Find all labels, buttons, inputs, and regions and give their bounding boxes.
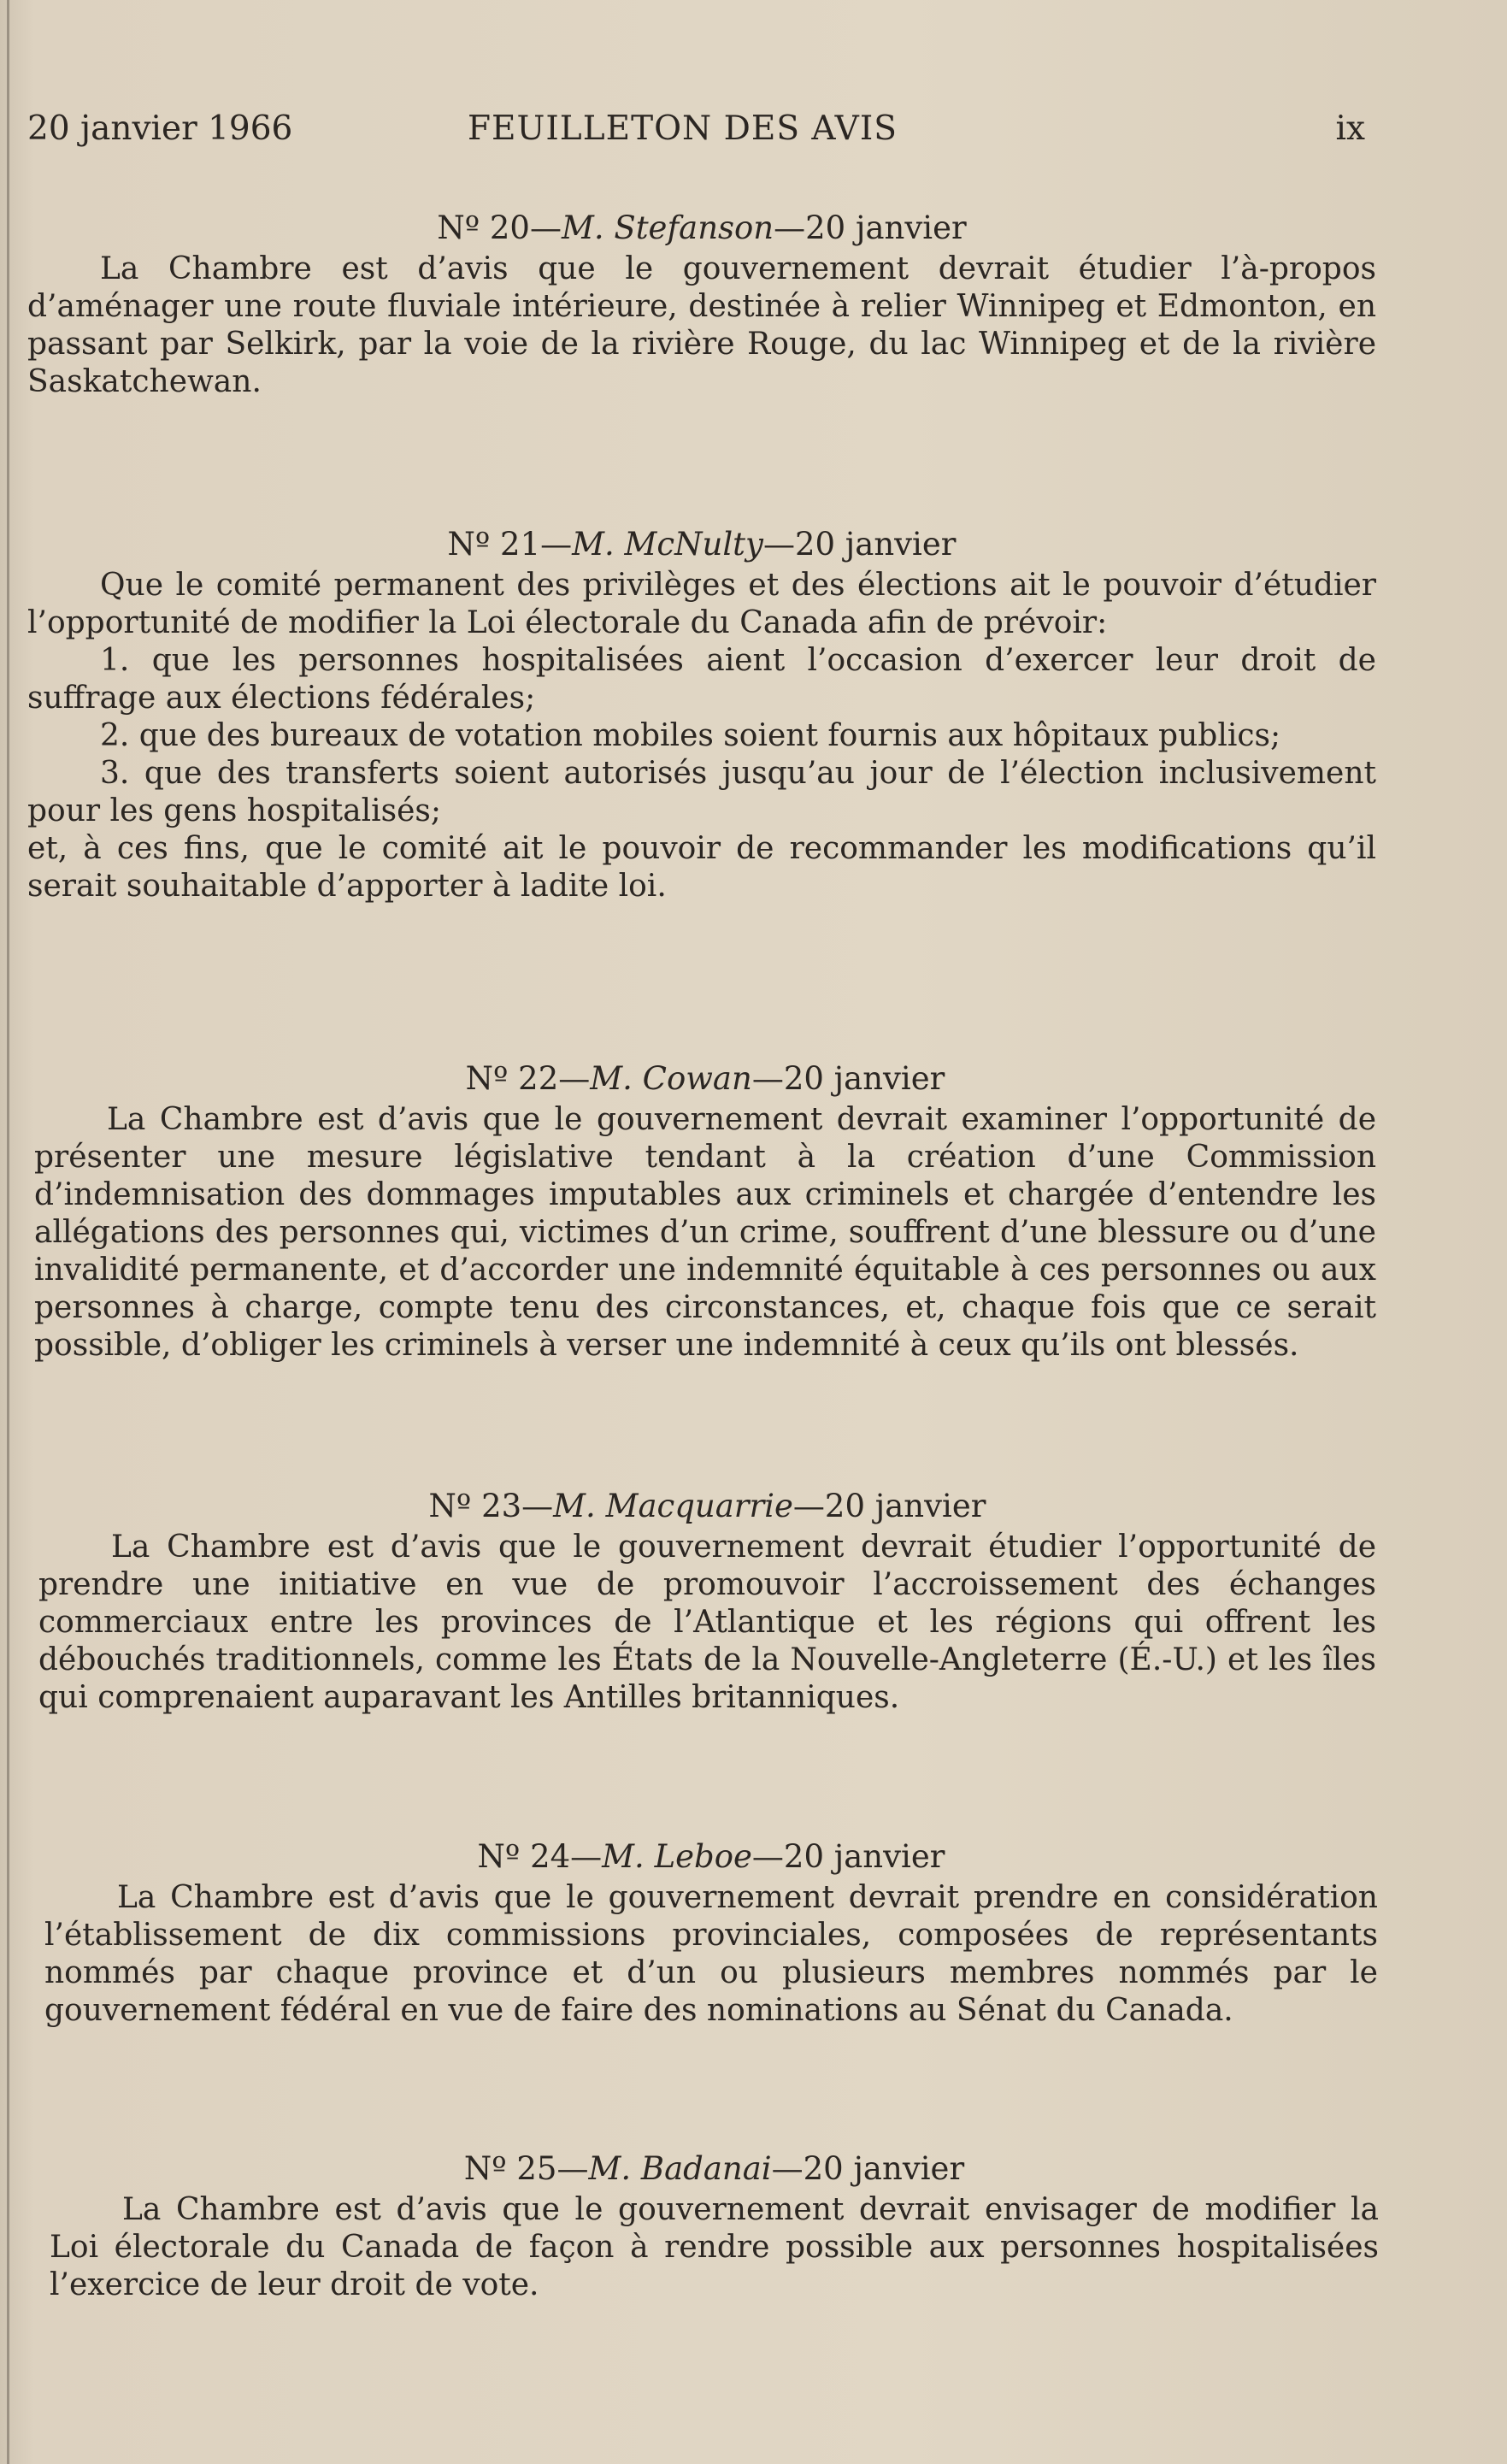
notice-member: M. McNulty [572, 526, 763, 563]
notice-24 [44, 1838, 1378, 2030]
notice-heading: Nº 22—M. Cowan—20 janvier [465, 1060, 945, 1097]
notice-heading: Nº 21—M. McNulty—20 janvier [447, 526, 957, 563]
notice-heading: Nº 23—M. Macquarrie—20 janvier [428, 1488, 986, 1524]
notice-date: 20 janvier [824, 1488, 986, 1524]
notice-number: Nº 25 [463, 2150, 557, 2187]
notice-number: Nº 20 [437, 209, 530, 246]
notice-date: 20 janvier [783, 1060, 945, 1097]
notice-paragraph: La Chambre est d’avis que le gouvernement devrait étudier l’opportunité de prendre une initiative en vue de promouvoir l’accroissement des échanges commerciaux entre les provinces de l’Atlantique et les régions qui offrent les débouchés traditionnels, comme les États de la Nouvelle-Angleterre (É.-U.) et les îles qui comprenaient auparavant les Antilles britanniques. [38, 1530, 1376, 1715]
notice-member: M. Cowan [590, 1060, 752, 1097]
notice-paragraph: La Chambre est d’avis que le gouvernement devrait étudier l’à-propos d’aménager une route fluviale intérieure, destinée à relier Winnipeg et Edmonton, en passant par Selkirk, par la voie de la rivière Rouge, du lac Winnipeg et de la rivière Saskatchewan. [27, 251, 1376, 399]
page-edge-rule [7, 0, 9, 2464]
notice-heading: Nº 20—M. Stefanson—20 janvier [437, 209, 967, 246]
notice-21 [27, 526, 1376, 905]
notice-number: Nº 24 [477, 1838, 571, 1875]
notice-paragraph: et, à ces fins, que le comité ait le pouvoir de recommander les modifications qu’il serait souhaitable d’apporter à ladite loi. [27, 831, 1376, 904]
notice-member: M. Leboe [602, 1838, 752, 1875]
notice-list-item: 1. que les personnes hospitalisées aient l’occasion d’exercer leur droit de suffrage aux élections fédérales; [27, 643, 1376, 716]
header-title: FEUILLETON DES AVIS [468, 109, 898, 148]
page-number: ix [1335, 109, 1365, 148]
notice-number: Nº 23 [428, 1488, 522, 1524]
notice-paragraph: La Chambre est d’avis que le gouvernement devrait envisager de modifier la Loi électorale du Canada de façon à rendre possible aux personnes hospitalisées l’exercice de leur droit de vote. [50, 2192, 1379, 2302]
notice-number: Nº 21 [447, 526, 541, 563]
notice-member: M. Stefanson [561, 209, 774, 246]
notice-20 [27, 209, 1376, 401]
notice-heading: Nº 25—M. Badanai—20 janvier [463, 2150, 965, 2187]
notice-paragraph: La Chambre est d’avis que le gouvernement devrait prendre en considération l’établissement de dix commissions provinciales, composées de représentants nommés par chaque province et d’un ou plusieurs membres nommés par le gouvernement fédéral en vue de faire des nominations au Sénat du Canada. [44, 1880, 1378, 2028]
notice-list-item: 3. que des transferts soient autorisés jusqu’au jour de l’élection inclusivement pour les gens hospitalisés; [27, 756, 1376, 828]
notice-date: 20 janvier [783, 1838, 945, 1875]
notice-date: 20 janvier [803, 2150, 965, 2187]
notice-heading: Nº 24—M. Leboe—20 janvier [477, 1838, 945, 1875]
notice-list-item: 2. que des bureaux de votation mobiles soient fournis aux hôpitaux publics; [100, 718, 1281, 753]
notice-number: Nº 22 [465, 1060, 559, 1097]
notice-paragraph: Que le comité permanent des privilèges et des élections ait le pouvoir d’étudier l’opportunité de modifier la Loi électorale du Canada afin de prévoir: [27, 568, 1376, 640]
notice-member: M. Macquarrie [553, 1488, 793, 1524]
notice-23 [38, 1488, 1376, 1717]
page-header [27, 109, 1365, 161]
notice-25 [50, 2150, 1379, 2304]
notice-22 [34, 1060, 1376, 1365]
header-date: 20 janvier 1966 [27, 109, 293, 148]
notice-date: 20 janvier [805, 209, 967, 246]
notice-member: M. Badanai [588, 2150, 772, 2187]
notice-paragraph: La Chambre est d’avis que le gouvernement devrait examiner l’opportunité de présenter une mesure législative tendant à la création d’une Commission d’indemnisation des dommages imputables aux criminels et chargée d’entendre les allégations des personnes qui, victimes d’un crime, souffrent d’une blessure ou d’une invalidité permanente, et d’accorder une indemnité équitable à ces personnes ou aux personnes à charge, compte tenu des circonstances, et, chaque fois que ce serait possible, d’obliger les criminels à verser une indemnité à ceux qu’ils ont blessés. [34, 1102, 1376, 1363]
notice-date: 20 janvier [794, 526, 957, 563]
